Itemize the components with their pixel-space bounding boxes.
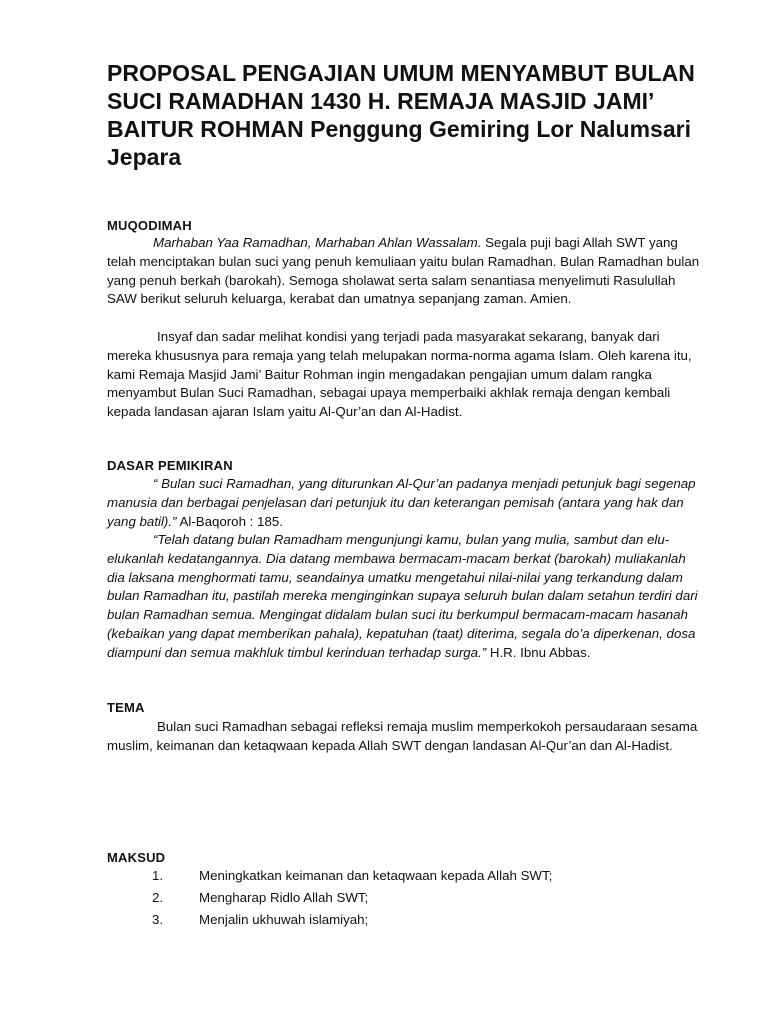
muqodimah-p2-text: Insyaf dan sadar melihat kondisi yang terjadi pada masyarakat sekarang, banyak dari mereka khususnya para remaja yang telah melupakan norma-norma agama Islam. Oleh karena itu, kami Remaja Masjid Jami’ Baitur Rohman ingin mengadakan pengajian umum dalam rangka menyambut Bulan Suci Ramadhan, sebagai upaya memperbaiki akhlak remaja dengan kembali kepada landasan ajaran Islam yaitu Al-Qur’an dan Al-Hadist. [107, 329, 692, 420]
heading-muqodimah: MUQODIMAH [107, 218, 192, 233]
list-item [107, 912, 707, 934]
list-item-text: Meningkatkan keimanan dan ketaqwaan kepada Allah SWT; [199, 868, 553, 883]
quran-quote: “ Bulan suci Ramadhan, yang diturunkan Al-Qur’an padanya menjadi petunjuk bagi segenap manusia dan berbagai penjelasan dari petunjuk itu dan keterangan pemisah (antara yang hak dan yang batil).” [107, 476, 696, 529]
maksud-list [107, 868, 707, 934]
tema-text: Bulan suci Ramadhan sebagai refleksi remaja muslim memperkokoh persaudaraan sesama muslim, keimanan dan ketaqwaan kepada Allah SWT dengan landasan Al-Qur’an dan Al-Hadist. [107, 719, 698, 753]
muqodimah-greeting: Marhaban Yaa Ramadhan, Marhaban Ahlan Wassalam. [153, 235, 482, 250]
list-item-number: 3. [152, 912, 164, 927]
hadith-quote: “Telah datang bulan Ramadham mengunjungi kamu, bulan yang mulia, sambut dan elu-elukanlah kedatangannya. Dia datang membawa bermacam-macam berkat (barokah) muliakanlah dia laksana menghormati tamu, seandainya umatku mengetahui nilai-nilai yang terkandung dalam bulan Ramadhan itu, pastilah mereka menginginkan supaya seluruh bulan dalam setahun terdiri dari bulan Ramadhan semua. Mengingat didalam bulan suci itu berkumpul bermacam-macam hasanah (kebaikan yang dapat memberikan pahala), kepatuhan (taat) diterima, segala do’a diperkenan, dosa diampuni dan semua makhluk timbul kerinduan terhadap surga.” [107, 532, 698, 660]
list-item-number: 1. [152, 868, 164, 883]
heading-maksud: MAKSUD [107, 850, 166, 865]
muqodimah-paragraph-2 [107, 328, 707, 422]
dasar-quote-2 [107, 531, 707, 663]
heading-dasar-pemikiran: DASAR PEMIKIRAN [107, 458, 233, 473]
list-item-text: Menjalin ukhuwah islamiyah; [199, 912, 369, 927]
document-title: PROPOSAL PENGAJIAN UMUM MENYAMBUT BULAN SUCI RAMADHAN 1430 H. REMAJA MASJID JAMI’ BAITUR ROHMAN Penggung Gemiring Lor Nalumsari Jepara [107, 60, 695, 170]
quran-source: Al-Baqoroh : 185. [176, 513, 283, 529]
heading-tema: TEMA [107, 700, 145, 715]
muqodimah-p1-text: Segala puji bagi Allah SWT yang telah menciptakan bulan suci yang penuh kemuliaan yaitu bulan Ramadhan. Bulan Ramadhan bulan yang penuh berkah (barokah). Semoga sholawat serta salam senantiasa menyelimuti Rasulullah SAW berikut seluruh keluarga, kerabat dan umatnya sepanjang zaman. Amien. [107, 235, 700, 307]
tema-paragraph [107, 718, 707, 756]
list-item [107, 868, 707, 890]
muqodimah-paragraph-1 [107, 234, 707, 309]
hadith-source: H.R. Ibnu Abbas. [486, 644, 591, 660]
list-item-text: Mengharap Ridlo Allah SWT; [199, 890, 369, 905]
dasar-quote-1 [107, 475, 707, 531]
list-item [107, 890, 707, 912]
list-item-number: 2. [152, 890, 164, 905]
